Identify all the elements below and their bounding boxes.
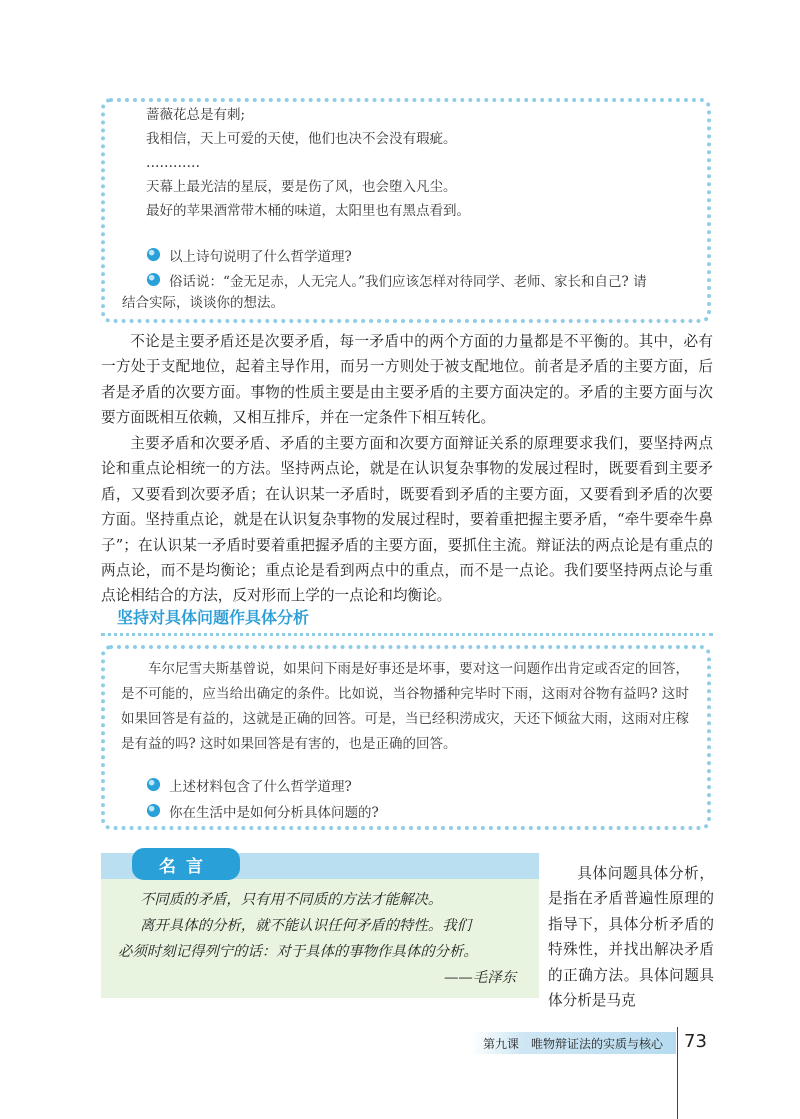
bullet-disc-icon: [146, 247, 161, 262]
question-continuation: 结合实际，谈谈你的想法。: [122, 295, 284, 311]
page-number: 73: [684, 1031, 707, 1052]
question-text: 你在生活中是如何分析具体问题的?: [169, 805, 379, 821]
bullet-disc-icon: [146, 803, 161, 818]
question-text: 以上诗句说明了什么哲学道理?: [169, 249, 352, 265]
material-text: 车尔尼雪夫斯基曾说，如果问下雨是好事还是坏事，要对这一问题作出肯定或否定的回答，是不可能的，应当给出确定的条件。比如说，当谷物播种完毕时下雨，这雨对谷物有益吗? 这时如果回答是有益的，这就是正确的回答。可是，当已经积涝成灾，天还下倾盆大雨，这雨对庄稼是有益的吗? 这时如果回答是有害的，也是正确的回答。: [121, 661, 689, 752]
quote-line: 必须时刻记得列宁的话：对于具体的事物作具体的分析。: [118, 944, 478, 960]
quote-tab: 名言: [132, 848, 240, 880]
poem-line: 最好的苹果酒常带木桶的味道，太阳里也有黑点看到。: [146, 203, 470, 219]
question-item: [146, 270, 647, 290]
quote-line: 离开具体的分析，就不能认识任何矛盾的特性。我们: [140, 918, 471, 934]
section-heading: 坚持对具体问题作具体分析: [117, 608, 310, 627]
poem-line: …………: [146, 155, 200, 171]
footer-lesson: 第九课 唯物辩证法的实质与核心: [483, 1037, 664, 1051]
bullet-disc-icon: [146, 272, 161, 287]
poem-line: 蔷薇花总是有刺;: [146, 107, 246, 123]
footer-divider: [677, 1027, 678, 1119]
bullet-disc-icon: [146, 777, 161, 792]
body-paragraph: 主要矛盾和次要矛盾、矛盾的主要方面和次要方面辩证关系的原理要求我们，要坚持两点论和重点论相统一的方法。坚持两点论，就是在认识复杂事物的发展过程时，既要看到主要矛盾，又要看到次要矛盾；在认识某一矛盾时，既要看到矛盾的主要方面，又要看到矛盾的次要方面。坚持重点论，就是在认识复杂事物的发展过程时，要着重把握主要矛盾，“牵牛要牵牛鼻子”；在认识某一矛盾时要着重把握矛盾的主要方面，要抓住主流。辩证法的两点论是有重点的两点论，而不是均衡论；重点论是看到两点中的重点，而不是一点论。我们要坚持两点论与重点论相结合的方法，反对形而上学的一点论和均衡论。: [101, 435, 713, 605]
heading-divider: [101, 633, 713, 636]
question-item: [146, 775, 352, 795]
question-item: [146, 245, 352, 265]
quote-author: ——毛泽东: [444, 970, 516, 986]
quote-line: 不同质的矛盾，只有用不同质的方法才能解决。: [140, 892, 443, 908]
question-item: [146, 801, 379, 821]
poem-line: 我相信，天上可爱的天使，他们也决不会没有瑕疵。: [146, 131, 457, 147]
question-text: 上述材料包含了什么哲学道理?: [169, 779, 352, 795]
question-text: 俗话说：“金无足赤，人无完人。”我们应该怎样对待同学、老师、家长和自己? 请: [169, 274, 647, 290]
body-paragraph: 不论是主要矛盾还是次要矛盾，每一矛盾中的两个方面的力量都是不平衡的。其中，必有一方处于支配地位，起着主导作用，而另一方则处于被支配地位。前者是矛盾的主要方面，后者是矛盾的次要方面。事物的性质主要是由主要矛盾的主要方面决定的。矛盾的主要方面与次要方面既相互依赖，又相互排斥，并在一定条件下相互转化。: [101, 333, 713, 427]
side-paragraph: 具体问题具体分析，是指在矛盾普遍性原理的指导下，具体分析矛盾的特殊性，并找出解决矛盾的正确方法。具体问题具体分析是马克: [548, 865, 714, 1010]
poem-line: 天幕上最光洁的星辰，要是伤了风，也会堕入凡尘。: [146, 179, 457, 195]
